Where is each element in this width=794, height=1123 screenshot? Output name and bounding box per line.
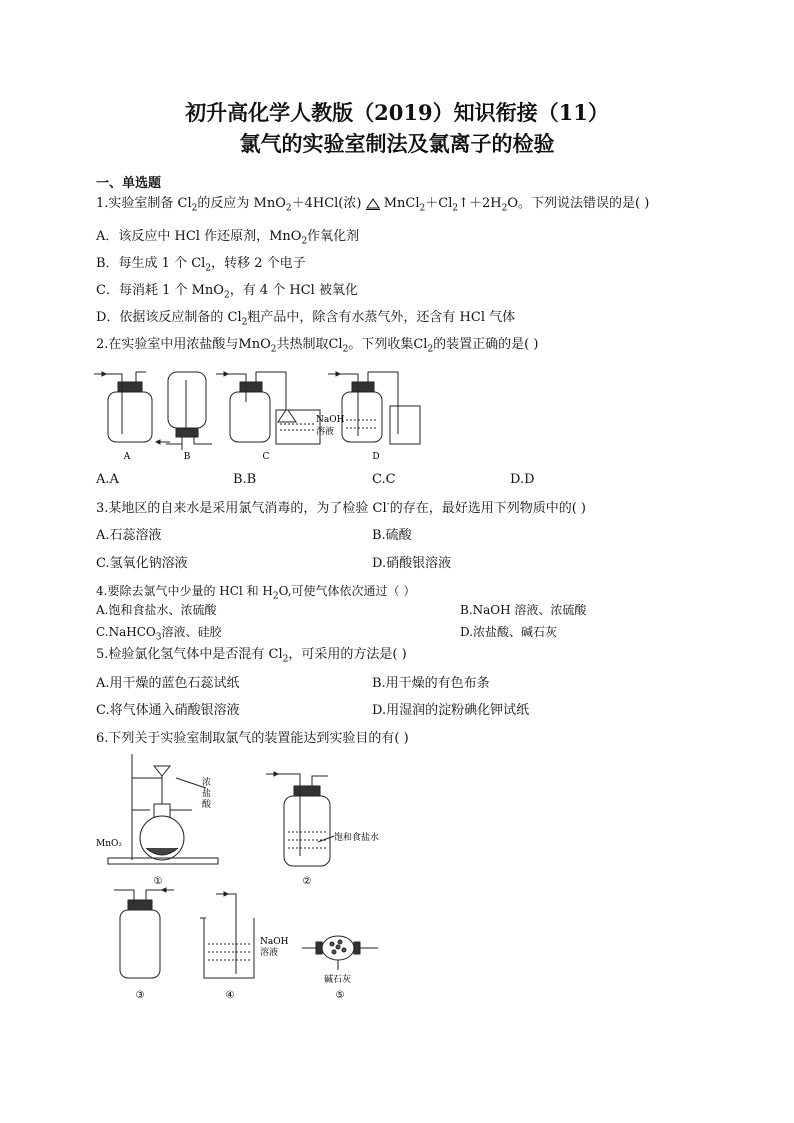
q6-stem: 6.下列关于实验室制取氯气的装置能达到实验目的有( )	[96, 731, 409, 746]
q4-option-a[interactable]: A.饱和食盐水、浓硫酸	[96, 603, 217, 617]
q3-option-c[interactable]: C.氢氧化钠溶液	[96, 556, 188, 571]
q6-label-suan: 酸	[202, 800, 212, 810]
q3-option-a[interactable]: A.石蕊溶液	[96, 528, 162, 543]
q4-stem: 4.要除去氯气中少量的 HCl 和 $H_2O$,可使气体依次通过（ ）	[96, 584, 416, 602]
q6-figure-4-absorber	[200, 892, 254, 978]
q1-stem: 1.实验室制备 $Cl_2$的反应为 MnO$_2$＋4HCl(浓) $MnCl_2+Cl_2↑+2H_2O$。下列说法错误的是( )	[96, 196, 650, 214]
q3-option-b[interactable]: B.硫酸	[372, 528, 412, 543]
q2-figure-a-bottle	[94, 372, 152, 442]
q2-stem: 2.在实验室中用浓盐酸与MnO$_2$共热制取$Cl_2$。下列收集$Cl_2$的装置正确的是( )	[96, 337, 539, 355]
q5-option-d[interactable]: D.用湿润的淀粉碘化钾试纸	[372, 703, 530, 718]
q6-num-3: ③	[135, 990, 145, 1001]
q6-figure-2-wash-bottle	[266, 772, 334, 866]
q5-option-a[interactable]: A.用干燥的蓝色石蕊试纸	[96, 676, 240, 691]
section-heading: 一、单选题	[96, 176, 162, 191]
heat-triangle-icon	[366, 198, 380, 210]
q2-figure-label-d: D	[372, 452, 380, 462]
q6-label-solution: 溶液	[260, 948, 279, 958]
q6-label-nong: 浓	[202, 778, 212, 788]
q3-stem: 3.某地区的自来水是采用氯气消毒的，为了检验 Cl-的存在，最好选用下列物质中的( )	[96, 499, 586, 516]
q3-option-d[interactable]: D.硝酸银溶液	[372, 556, 452, 571]
q6-num-4: ④	[225, 990, 235, 1001]
q2-option-a[interactable]: A.A	[96, 472, 119, 487]
q2-option-c[interactable]: C.C	[372, 472, 396, 487]
doc-title-line1: 初升高化学人教版（2019）知识衔接（11）	[185, 100, 609, 125]
q6-label-brine: 饱和食盐水	[334, 833, 380, 843]
q5-option-b[interactable]: B.用干燥的有色布条	[372, 676, 490, 691]
q2-figure-label-a: A	[123, 452, 131, 462]
doc-title-line2: 氯气的实验室制法及氯离子的检验	[239, 131, 555, 156]
q2-option-d[interactable]: D.D	[510, 472, 535, 487]
q5-option-c[interactable]: C.将气体通入硝酸银溶液	[96, 703, 240, 718]
q6-figure-3-collector	[114, 888, 174, 978]
q1-option-b[interactable]: B．每生成 1 个 $Cl_2$，转移 2 个电子	[96, 256, 306, 274]
q2-naoh-label: NaOH	[316, 415, 345, 425]
q6-num-1: ①	[153, 876, 163, 887]
q4-option-c[interactable]: C.NaHCO$_3$溶液、硅胶	[96, 625, 222, 643]
q6-apparatus-figure	[96, 748, 406, 1008]
q2-figure-label-c: C	[262, 452, 270, 462]
q4-option-b[interactable]: B.NaOH 溶液、浓硫酸	[460, 603, 587, 617]
q5-stem: 5.检验氯化氢气体中是否混有 $Cl_2$，可采用的方法是( )	[96, 647, 407, 665]
q2-figure-d-apparatus	[328, 372, 420, 444]
q2-figure-b-bottle	[156, 372, 212, 450]
q2-figure-label-b: B	[183, 452, 191, 462]
q6-num-2: ②	[302, 876, 312, 887]
q1-option-a[interactable]: A．该反应中 HCl 作还原剂，MnO$_2$作氧化剂	[96, 229, 360, 247]
q1-option-c[interactable]: C．每消耗 1 个 MnO$_2$，有 4 个 HCl 被氧化	[96, 283, 358, 301]
q6-figure-5-drying-tube	[302, 936, 378, 970]
q2-apparatus-figure	[90, 362, 430, 467]
q6-label-naoh: NaOH	[260, 937, 289, 947]
q6-num-5: ⑤	[335, 990, 345, 1001]
q6-label-mno2: MnO₂	[96, 839, 122, 849]
q4-option-d[interactable]: D.浓盐酸、碱石灰	[460, 625, 558, 639]
q6-label-yan: 盐	[202, 789, 212, 799]
q2-figure-c-apparatus	[216, 372, 320, 444]
q1-option-d[interactable]: D．依据该反应制备的 $Cl_2$粗产品中，除含有水蒸气外，还含有 HCl 气体	[96, 310, 516, 328]
q2-solution-label: 溶液	[316, 427, 335, 437]
q2-option-b[interactable]: B.B	[233, 472, 257, 487]
q6-label-soda-lime: 碱石灰	[324, 975, 352, 985]
